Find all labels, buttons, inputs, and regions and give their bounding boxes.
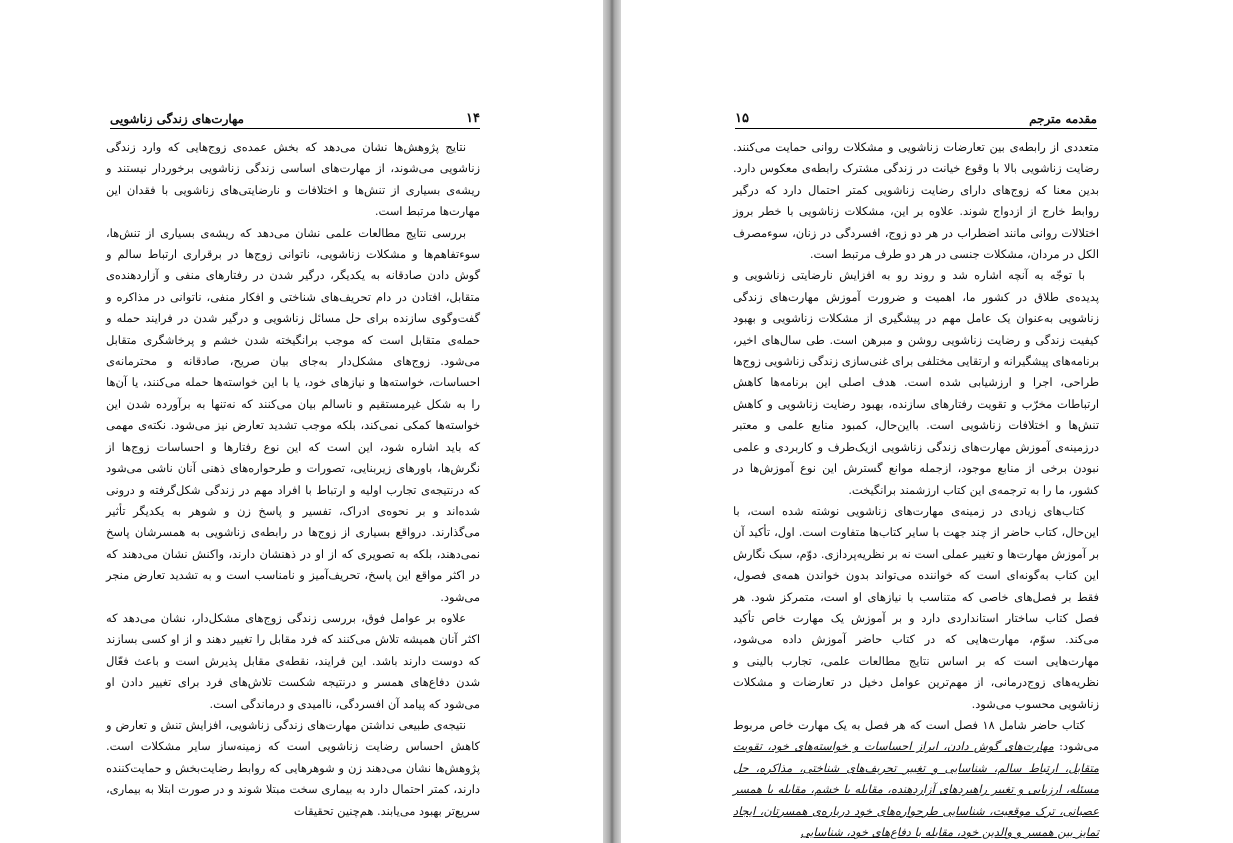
left-page-header [110, 104, 480, 129]
right-page-header [735, 104, 1097, 129]
right-page [621, 0, 1233, 843]
page-number: ۱۴ [466, 111, 480, 126]
running-title: مهارت‌های زندگی زناشویی [110, 112, 244, 126]
paragraph: با توجّه به آنچه اشاره شد و روند رو به افزایش نارضایتی زناشویی و پدیده‌ی طلاق در کشور ما، اهمیت و ضرورت آموزش مهارت‌های زندگی زناشویی به‌عنوان یک عامل مهم در پیشگیری از مشکلات زناشویی و بهبود کیفیت زندگی و رضایت زناشویی روشن و مبرهن است. طی سال‌های اخیر، برنامه‌های پیشگیرانه و ارتقایی مختلفی برای غنی‌سازی زندگی زناشویی زوج‌ها طراحی، اجرا و ارزشیابی شده است. هدف اصلی این برنامه‌ها کاهش ارتباطات مخرّب و تقویت رفتارهای سازنده، بهبود رضایت زناشویی و کاهش تنش‌ها و اختلافات زناشویی است. بااین‌حال، کمبود منابع علمی و معتبر درزمینه‌ی آموزش مهارت‌های زندگی زناشویی ازیک‌طرف و کاربردی و علمی نبودن برخی از منابع موجود، ازجمله موانع گسترش این نوع آموزش‌ها در کشور، ما را به ترجمه‌ی این کتاب ارزشمند برانگیخت. [733, 268, 1099, 497]
right-page-body [733, 137, 1099, 843]
paragraph: نتیجه‌ی طبیعی نداشتن مهارت‌های زندگی زناشویی، افزایش تنش و تعارض و کاهش احساس رضایت زناشویی است که زمینه‌ساز سایر مشکلات است. پژوهش‌ها نشان می‌دهند زن و شوهرهایی که روابط رضایت‌بخش و حمایت‌کننده دارند، کمتر احتمال دارد به بیماری سخت مبتلا شوند و در صورت ابتلا به بیماری، سریع‌تر بهبود می‌یابند. هم‌چنین تحقیقات [106, 717, 480, 818]
paragraph: بررسی نتایج مطالعات علمی نشان می‌دهد که ریشه‌ی بسیاری از تنش‌ها، سوءتفاهم‌ها و مشکلات زناشویی، ناتوانی زوج‌ها در برقراری ارتباط سالم و گوش دادن صادقانه به یکدیگر، درگیر شدن در رفتارهای منفی و آزاردهنده‌ی متقابل، افتادن در دام تحریف‌های شناختی و افکار منفی، ناتوانی در مذاکره و گفت‌وگوی سازنده برای حل مسائل زناشویی و درگیر شدن در فرایند حمله و حمله‌ی متقابل است که موجب برانگیخته شدن خشم و پرخاشگری متقابل می‌شود. زوج‌های مشکل‌دار به‌جای بیان صریح، صادقانه و محترمانه‌ی احساسات، خواسته‌ها و نیازهای خود، یا با این خواسته‌ها حمله می‌کنند، یا آن‌ها را به شکل غیرمستقیم و ناسالم بیان می‌کنند که نه‌تنها به برآورده شدن این خواسته‌ها کمکی نمی‌کند، بلکه موجب تشدید تعارض نیز می‌شود. نکته‌ی مهمی که باید اشاره شود، این است که این نوع رفتارها و احساسات زوج‌ها از نگرش‌ها، باورهای زیربنایی، تصورات و طرحواره‌های ذهنی آنان ناشی می‌شود که درنتیجه‌ی تجارب اولیه و ارتباط با افراد مهم در زندگی شکل‌گرفته و درونی شده‌اند و بر نحوه‌ی ادراک، تفسیر و پاسخ زن و شوهر به یکدیگر تأثیر می‌گذارند. درواقع بسیاری از زوج‌ها در رابطه‌ی زناشویی به همسرشان پاسخ نمی‌دهند، بلکه به تصویری که از او در ذهنشان دارند، واکنش نشان می‌دهند که در اکثر مواقع این پاسخ، تحریف‌آمیز و نامناسب است و به تشدید تعارض منجر می‌شود. [106, 225, 480, 604]
paragraph: نتایج پژوهش‌ها نشان می‌دهد که بخش عمده‌ی زوج‌هایی که وارد زندگی زناشویی می‌شوند، از مهارت‌های اساسی زندگی زناشویی برخوردار نیستند و ریشه‌ی بسیاری از تنش‌ها و اختلافات و نارضایتی‌های زناشویی با فقدان این مهارت‌ها مرتبط است. [106, 140, 480, 219]
paragraph: متعددی از رابطه‌ی بین تعارضات زناشویی و مشکلات روانی حمایت می‌کنند. رضایت زناشویی بالا با وقوع خیانت در زندگی مشترک رابطه‌ی معکوس دارد. بدین معنا که زوج‌های دارای رضایت زناشویی کمتر احتمال دارد که درگیر روابط خارج از ازدواج شوند. علاوه بر این، مشکلات زناشویی با خطر بروز اختلالات روانی مانند اضطراب در هر دو زوج، افسردگی در زنان، سوءمصرف الکل در مردان، مشکلات جنسی در هر دو طرف مرتبط است. [733, 140, 1099, 262]
running-title: مقدمه مترجم [1029, 112, 1097, 126]
page-number: ۱۵ [735, 111, 749, 126]
paragraph: کتاب‌های زیادی در زمینه‌ی مهارت‌های زناشویی نوشته شده است، با این‌حال، کتاب حاضر از چند جهت با سایر کتاب‌ها متفاوت است. اول، تأکید آن بر آموزش مهارت‌ها و تغییر عملی است نه بر نظریه‌پردازی. دوّم، سبک نگارش این کتاب به‌گونه‌ای است که خواننده می‌تواند بدون خواندن همه‌ی فصول، فقط بر فصل‌های خاصی که متناسب با نیازهای او است، متمرکز شود. هر فصل کتاب ساختار استانداردی دارد و بر آموزش یک مهارت خاص تأکید می‌کند. سوّم، مهارت‌هایی که در کتاب حاضر آموزش داده می‌شود، مهارت‌هایی است که بر اساس نتایج مطالعات علمی، تجارب بالینی و نظریه‌های زوج‌درمانی، از مهم‌ترین عوامل دخیل در تعارضات و مشکلات زناشویی محسوب می‌شود. [733, 503, 1099, 711]
chapter-list-intro: کتاب حاضر شامل ۱۸ فصل است که هر فصل به یک مهارت خاص مربوط می‌شود: [733, 717, 1100, 754]
paragraph: علاوه بر عوامل فوق، بررسی زندگی زوج‌های مشکل‌دار، نشان می‌دهد که اکثر آنان همیشه تلاش می‌کنند که فرد مقابل را تغییر دهند و از او کسی بسازند که دوست دارند باشد. این فرایند، نقطه‌ی مقابل پذیرش است و باعث فعّال شدن دفاع‌های همسر و درنتیجه شکست تلاش‌های فرد برای تغییر دادن او می‌شود که پیامد آن افسردگی، ناامیدی و درماندگی است. [106, 610, 480, 711]
left-page [0, 0, 603, 843]
left-page-body [106, 137, 480, 822]
paragraph-chapter-list [733, 715, 1099, 843]
book-spine [603, 0, 621, 843]
skills-list: مهارت‌های گوش دادن، ابراز احساسات و خواسته‌های خود، تقویت متقابل، ارتباط سالم، شناسایی و تغییر تحریف‌های شناختی، مذاکره، حل مسئله، ارزیابی و تغییر راهبردهای آزاردهنده، مقابله با خشم، مقابله با همسر عصبانی، ترک موقعیت، شناسایی طرحواره‌های خود درباره‌ی همسرتان، ایجاد تمایز بین همسر و والدین خود، مقابله با دفاع‌های خود، شناسایی [733, 739, 1099, 839]
